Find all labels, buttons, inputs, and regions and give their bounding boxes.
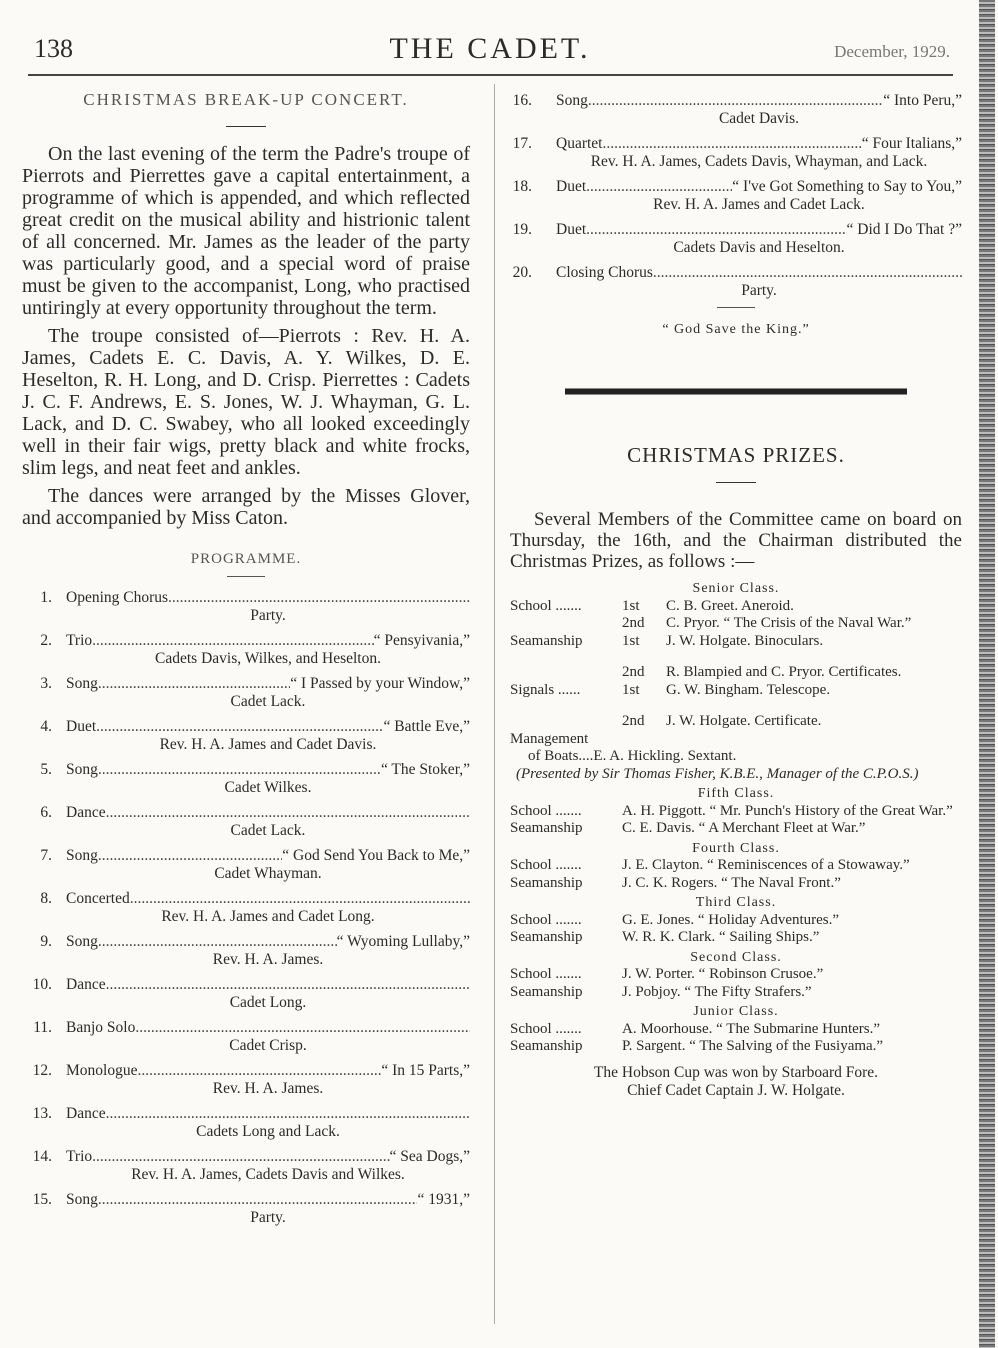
prizes-dash: [716, 482, 756, 483]
hobson-cup: The Hobson Cup was won by Starboard Fore.: [593, 1063, 879, 1081]
prizes-title: CHRISTMAS PRIZES.: [627, 443, 845, 467]
programme-item: 1. Opening Chorus ..... Party.: [22, 589, 470, 625]
programme-item: 5. Song ..... “ The Stoker,” Cadet Wilkes.: [22, 761, 470, 797]
class-title-fourth: Fourth Class.: [692, 840, 780, 856]
prize-row: Seamanship W. R. K. Clark. “ Sailing Ships.”: [510, 929, 820, 945]
programme-item: 4. Duet ..... “ Battle Eve,” Rev. H. A. James and Cadet Davis.: [22, 718, 470, 754]
prize-row: School ....... A. H. Piggott. “ Mr. Punch's History of the Great War.”: [510, 802, 953, 819]
concert-title: CHRISTMAS BREAK-UP CONCERT.: [83, 90, 409, 109]
programme-item: 3. Song ..... “ I Passed by your Window,” Cadet Lack.: [22, 675, 470, 711]
programme-item: 20. Closing Chorus ..... Party.: [510, 264, 962, 300]
programme-item: 10. Dance ..... Cadet Long.: [22, 976, 470, 1012]
class-title-third: Third Class.: [695, 895, 777, 910]
prize-row: School ....... G. E. Jones. “ Holiday Adventures.”: [510, 911, 840, 928]
prize-row: School ....... A. Moorhouse. “ The Submarine Hunters.”: [510, 1020, 881, 1037]
prize-row: Seamanship J. Pobjoy. “ The Fifty Strafers.”: [510, 983, 812, 1000]
prize-row: School ....... J. W. Porter. “ Robinson Crusoe.”: [510, 966, 824, 982]
concert-paragraph: On the last evening of the term the Padre's troupe of Pierrots and Pierrettes gave a capital entertainment, a programme of which is appended, and which reflected great credit on the musical ability and histrionic talent of all concerned. Mr. James as the leader of the party was particularly good, and a special word of praise must be given to the accompanist, Long, who practised untiringly at every opportunity throughout the term.: [22, 143, 470, 319]
chief-cadet: Chief Cadet Captain J. W. Holgate.: [627, 1081, 845, 1099]
presented-note: (Presented by Sir Thomas Fisher, K.B.E., Manager of the C.P.O.S.): [516, 765, 919, 782]
prize-row: Seamanship C. E. Davis. “ A Merchant Fleet at War.”: [510, 820, 866, 836]
programme-list-left: [22, 589, 470, 1227]
programme-item: 17. Quartet ..... “ Four Italians,” Rev. H. A. James, Cadets Davis, Whayman, and Lack.: [510, 135, 962, 171]
programme-item: 6. Dance ..... Cadet Lack.: [22, 804, 470, 840]
left-column: [22, 88, 470, 1234]
class-title-second: Second Class.: [690, 949, 782, 965]
page-edge: [979, 0, 995, 1348]
prize-row: Seamanship P. Sargent. “ The Salving of the Fusiyama.”: [510, 1038, 884, 1054]
anthem-dash: [717, 307, 755, 308]
prize-row: 2nd C. Pryor. “ The Crisis of the Naval War.”: [622, 615, 912, 631]
programme-item: 9. Song ..... “ Wyoming Lullaby,” Rev. H. A. James.: [22, 933, 470, 969]
programme-dash: [227, 576, 265, 577]
anthem: “ God Save the King.”: [662, 322, 810, 337]
prize-row: 2nd R. Blampied and C. Pryor. Certificates.: [622, 664, 902, 680]
title-dash: [226, 126, 266, 127]
programme-item: 8. Concerted ..... Rev. H. A. James and Cadet Long.: [22, 890, 470, 926]
prize-row: School ....... 1st C. B. Greet. Aneroid.: [510, 597, 794, 614]
page-header: [30, 30, 950, 70]
programme-item: 14. Trio ..... “ Sea Dogs,” Rev. H. A. James, Cadets Davis and Wilkes.: [22, 1148, 470, 1184]
programme-item: 19. Duet ..... “ Did I Do That ?” Cadets Davis and Heselton.: [510, 221, 962, 257]
programme-item: 16. Song ..... “ Into Peru,” Cadet Davis.: [510, 92, 962, 128]
programme-item: 2. Trio ..... “ Pensyivania,” Cadets Davis, Wilkes, and Heselton.: [22, 632, 470, 668]
page-number: 138: [34, 34, 73, 63]
programme-item: 13. Dance ..... Cadets Long and Lack.: [22, 1105, 470, 1141]
prize-row: 2nd J. W. Holgate. Certificate.: [622, 713, 822, 729]
management-line: of Boats....E. A. Hickling. Sextant.: [528, 748, 737, 764]
management-label: Management: [510, 730, 589, 747]
concert-paragraph: The troupe consisted of—Pierrots : Rev. H. A. James, Cadets E. C. Davis, A. Y. Wilkes, D. E. Heselton, R. H. Long, and D. Crisp. Pierrettes : Cadets J. C. F. Andrews, E. S. Jones, W. J. Whayman, G. L. Lack, and D. C. Swabey, who all looked exceedingly well in their fair wigs, pretty black and white frocks, slim legs, and neat feet and ankles.: [22, 325, 470, 479]
section-bar: [565, 388, 907, 395]
prize-row: School ....... J. E. Clayton. “ Reminiscences of a Stowaway.”: [510, 857, 910, 873]
programme-item: 15. Song ..... “ 1931,” Party.: [22, 1191, 470, 1227]
prizes-intro: Several Members of the Committee came on board on Thursday, the 16th, and the Chairman distributed the Christmas Prizes, as follows :—: [510, 509, 962, 572]
programme-title: PROGRAMME.: [190, 551, 302, 567]
programme-item: 7. Song ..... “ God Send You Back to Me,” Cadet Whayman.: [22, 847, 470, 883]
programme-list-right: [510, 92, 962, 300]
class-title-fifth: Fifth Class.: [697, 786, 775, 801]
class-title-senior: Senior Class.: [692, 581, 780, 596]
header-rule: [28, 74, 953, 76]
prize-row: Signals ...... 1st G. W. Bingham. Telescope.: [510, 681, 831, 698]
prize-list: [510, 580, 962, 1056]
concert-paragraph: The dances were arranged by the Misses Glover, and accompanied by Miss Caton.: [22, 485, 470, 529]
right-column: [510, 88, 962, 1100]
prize-row: Seamanship 1st J. W. Holgate. Binoculars.: [510, 632, 824, 649]
column-divider: [494, 84, 495, 1324]
programme-item: 11. Banjo Solo ..... Cadet Crisp.: [22, 1019, 470, 1055]
programme-item: 12. Monologue ..... “ In 15 Parts,” Rev. H. A. James.: [22, 1062, 470, 1098]
issue-date: December, 1929.: [834, 42, 950, 61]
class-title-junior: Junior Class.: [693, 1004, 779, 1019]
programme-item: 18. Duet ..... “ I've Got Something to Say to You,” Rev. H. A. James and Cadet Lack.: [510, 178, 962, 214]
prize-row: Seamanship J. C. K. Rogers. “ The Naval Front.”: [510, 874, 841, 891]
magazine-title: THE CADET.: [389, 32, 591, 65]
